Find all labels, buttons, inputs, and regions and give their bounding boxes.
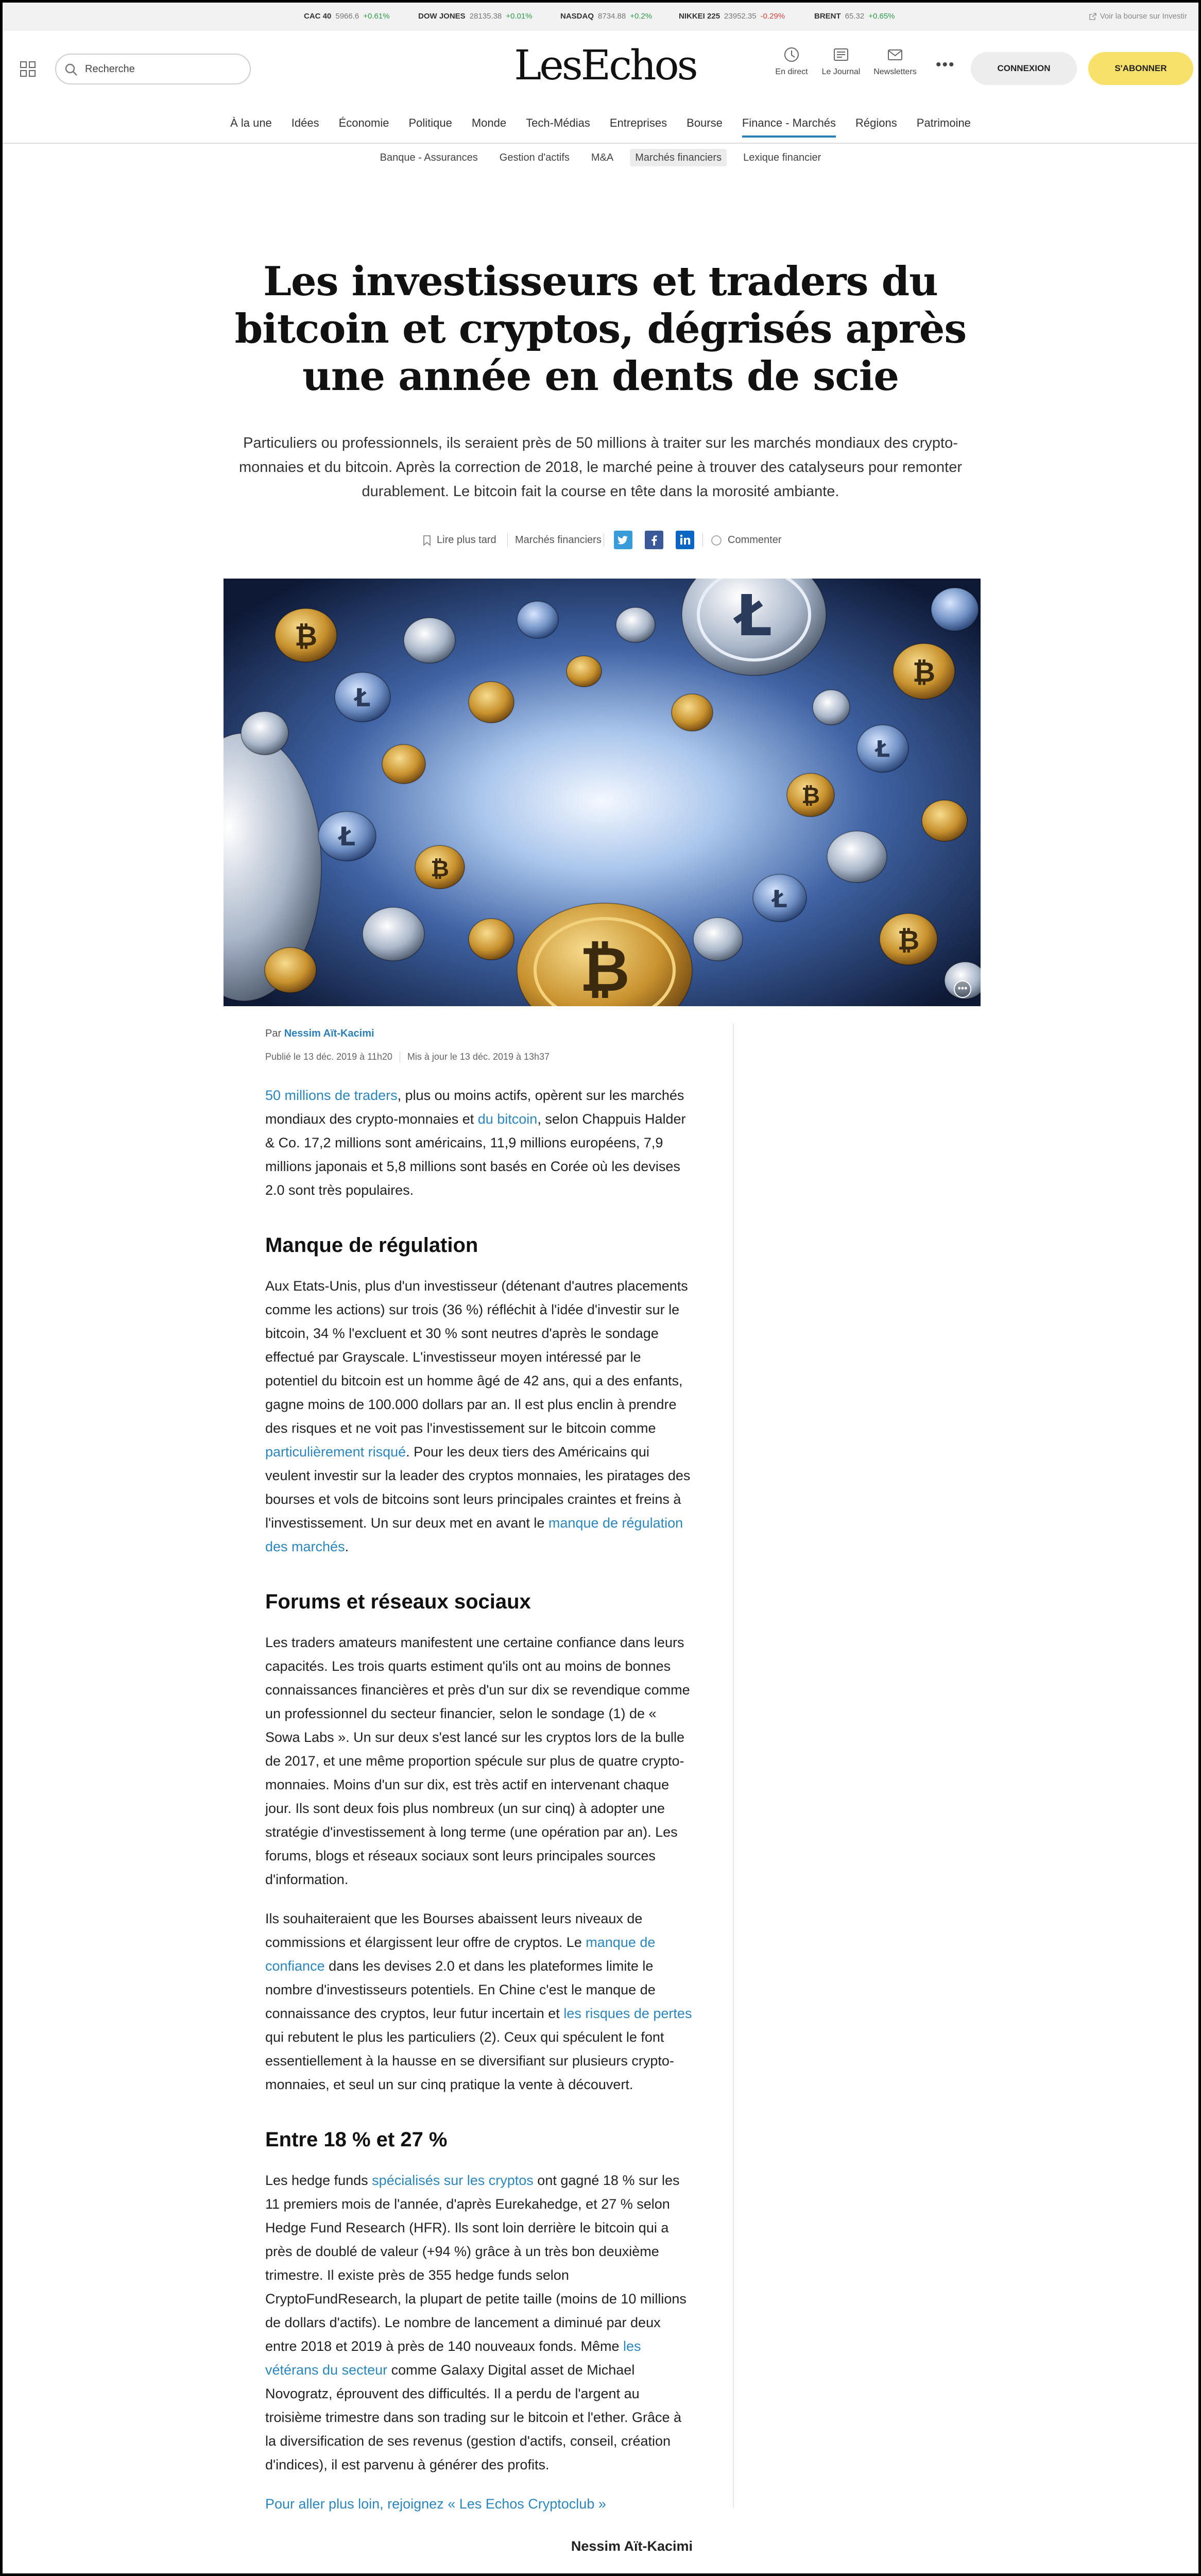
svg-text:Ł: Ł: [354, 684, 371, 713]
nav-le-journal[interactable]: Le Journal: [810, 46, 872, 77]
svg-text:₿: ₿: [431, 856, 449, 882]
linkedin-share-button[interactable]: [676, 531, 694, 549]
image-more-icon[interactable]: •••: [954, 980, 971, 998]
clock-icon: [783, 46, 800, 63]
paragraph: Les traders amateurs manifestent une certaine confiance dans leurs capacités. Les trois quarts estiment qu'ils ont au moins de bonnes connaissances financières et près d'un sur dix se revendique comme un professionnel du secteur financier, selon le sondage (1) de « Sowa Labs ». Un sur deux s'est lancé sur les cryptos lors de la bulle de 2017, et une même proportion spécule sur plus de quatre crypto-monnaies. Moins d'un sur dix, est très actif en intervenant chaque jour. Ils sont deux fois plus nombreux (un sur cinq) à adopter une stratégie d'investissement à long terme (une opération par an). Les forums, blogs et réseaux sociaux sont leurs principales sources d'information.: [265, 1635, 690, 1887]
site-logo[interactable]: LesEchos: [514, 41, 696, 89]
nav-en-direct[interactable]: En direct: [761, 46, 822, 77]
search-box[interactable]: [55, 54, 251, 84]
ticker-item[interactable]: BRENT 65.32 +0.65%: [814, 12, 895, 21]
nav-politique[interactable]: Politique: [408, 116, 452, 129]
inline-link[interactable]: manque de confiance: [265, 1935, 656, 1974]
search-icon: [64, 63, 78, 76]
site-header: [3, 30, 1198, 103]
author-signature: Nessim Aït-Kacimi: [571, 2538, 693, 2554]
twitter-icon: [614, 531, 632, 549]
inline-link[interactable]: spécialisés sur les cryptos: [372, 2173, 534, 2188]
main-navigation: [3, 103, 1198, 144]
twitter-share-button[interactable]: [614, 531, 632, 549]
login-button[interactable]: CONNEXION: [971, 52, 1077, 85]
nav-bourse[interactable]: Bourse: [687, 116, 723, 129]
svg-text:₿: ₿: [294, 620, 318, 652]
nav-regions[interactable]: Régions: [855, 116, 897, 129]
crypto-coins-illustration: [224, 579, 981, 1006]
bookmark-icon: [422, 535, 432, 546]
newspaper-icon: [832, 46, 850, 63]
paragraph: Aux Etats-Unis, plus d'un investisseur (détenant d'autres placements comme les actions) sur trois (36 %) réfléchit à l'idée d'investir sur le bitcoin, 34 % l'excluent et 30 % sont neutres d'après le sondage effectué par Grayscale. L'investisseur moyen intéressé par le potentiel du bitcoin est un homme âgé de 42 ans, qui a des enfants, gagne moins de 100.000 dollars par an. Il est plus enclin à prendre des risques et ne voit pas l'investissement sur le bitcoin comme particulièrement risqué. Pour les deux tiers des Américains qui veulent investir sur la leader des cryptos monnaies, les piratages des bourses et vols de bitcoins sont leurs principales craintes et freins à l'investissement. Un sur deux met en avant le manque de régulation des marchés.: [265, 1278, 691, 1554]
nav-finance-marches[interactable]: Finance - Marchés: [742, 103, 836, 144]
subnav-marches-financiers[interactable]: Marchés financiers: [630, 149, 727, 166]
comment-button[interactable]: Commenter: [710, 532, 781, 548]
linkedin-icon: [676, 531, 694, 549]
nav-patrimoine[interactable]: Patrimoine: [916, 116, 971, 129]
page: [3, 3, 1198, 2573]
svg-text:Ł: Ł: [875, 736, 890, 762]
cryptoclub-link[interactable]: Pour aller plus loin, rejoignez « Les Echos Cryptoclub »: [265, 2496, 606, 2512]
article-lead: Particuliers ou professionnels, ils seraient près de 50 millions à traiter sur les marchés mondiaux des crypto-monnaies et du bitcoin. Après la correction de 2018, le marché peine à trouver des catalyseurs pour remonter durablement. Le bitcoin fait la course en tête dans la morosité ambiante.: [238, 435, 963, 500]
cryptoclub-cta: [265, 2492, 693, 2516]
comment-icon: [710, 534, 723, 547]
external-link-icon: [1089, 12, 1097, 21]
section-tag[interactable]: Marchés financiers: [515, 534, 602, 546]
inline-link[interactable]: particulièrement risqué: [265, 1444, 406, 1460]
paragraph: Ils souhaiteraient que les Bourses abaissent leurs niveaux de commissions et élargissent leur offre de cryptos. Le manque de confiance dans les devises 2.0 et dans les plateformes limite le nombre d'investisseurs potentiels. En Chine c'est le manque de connaissance des cryptos, leur futur incertain et les risques de pertes qui rebutent le plus les particuliers (2). Ceux qui spéculent le font essentiellement à la hausse en se diversifiant sur plusieurs crypto-monnaies, et seul un sur cinq pratique la vente à découvert.: [265, 1911, 692, 2092]
nav-monde[interactable]: Monde: [471, 116, 507, 129]
subnav-ma[interactable]: M&A: [591, 152, 614, 163]
ticker-item[interactable]: NASDAQ 8734.88 +0.2%: [560, 12, 653, 21]
author-link[interactable]: Nessim Aït-Kacimi: [284, 1028, 374, 1039]
article-dates: Publié le 13 déc. 2019 à 11h20 Mis à jour le 13 déc. 2019 à 13h37: [265, 1052, 550, 1063]
nav-economie[interactable]: Économie: [338, 116, 389, 129]
subnav-gestion-actifs[interactable]: Gestion d'actifs: [499, 152, 570, 163]
svg-text:Ł: Ł: [772, 885, 787, 913]
subnav-banque-assurances[interactable]: Banque - Assurances: [380, 152, 478, 163]
svg-text:₿: ₿: [897, 925, 920, 956]
inline-link[interactable]: 50 millions de traders: [265, 1088, 398, 1103]
author-line: Par Nessim Aït-Kacimi: [265, 1028, 374, 1039]
article-title: Les investisseurs et traders du bitcoin et cryptos, dégrisés après une année en dents de scie: [234, 258, 967, 400]
envelope-icon: [886, 46, 904, 63]
svg-text:₿: ₿: [801, 783, 820, 809]
search-input[interactable]: [85, 62, 239, 76]
svg-text:₿: ₿: [579, 934, 630, 1006]
article-hero-image: [224, 579, 981, 1006]
more-menu-icon[interactable]: •••: [936, 56, 955, 73]
nav-newsletters[interactable]: Newsletters: [864, 46, 926, 77]
ticker-item[interactable]: CAC 40 5966.6 +0.61%: [304, 12, 390, 21]
paragraph: Les hedge funds spécialisés sur les cryptos ont gagné 18 % sur les 11 premiers mois de l'année, d'après Eurekahedge, et 27 % selon Hedge Fund Research (HFR). Ils sont loin derrière le bitcoin qui a près de doublé de valeur (+94 %) grâce à un très bon deuxième trimestre. Il existe près de 355 hedge funds selon CryptoFundResearch, la plupart de petite taille (moins de 10 millions de dollars d'actifs). Le nombre de lancement a diminué par deux entre 2018 et 2019 à près de 140 nouveaux fonds. Même les vétérans du secteur comme Galaxy Digital asset de Michael Novogratz, éprouvent des difficultés. Il a perdu de l'argent au troisième trimestre dans son trading sur le bitcoin et l'ether. Grâce à la diversification de ses revenus (gestion d'actifs, conseil, création d'indices), il est parvenu à générer des profits.: [265, 2173, 687, 2472]
inline-link[interactable]: les risques de pertes: [563, 2006, 692, 2021]
ticker-item[interactable]: DOW JONES 28135.38 +0.01%: [418, 12, 533, 21]
svg-text:Ł: Ł: [338, 822, 356, 852]
share-bar: [3, 527, 1198, 553]
market-ticker: [3, 3, 1198, 30]
svg-text:Ł: Ł: [735, 583, 773, 649]
inline-link[interactable]: du bitcoin: [477, 1111, 538, 1127]
inline-link[interactable]: les vétérans du secteur: [265, 2338, 641, 2378]
section-heading: Entre 18 % et 27 %: [265, 2128, 448, 2151]
section-heading: Manque de régulation: [265, 1234, 478, 1257]
sidebar-divider: [733, 1024, 734, 2507]
ticker-item[interactable]: NIKKEI 225 23952.35 -0.29%: [679, 12, 785, 21]
nav-entreprises[interactable]: Entreprises: [609, 116, 667, 129]
article-body: [265, 1083, 693, 2573]
nav-tech-medias[interactable]: Tech-Médias: [526, 116, 590, 129]
nav-a-la-une[interactable]: À la une: [230, 116, 272, 129]
read-later-button[interactable]: Lire plus tard: [422, 532, 496, 548]
paragraph: 50 millions de traders, plus ou moins actifs, opèrent sur les marchés mondiaux des crypto-monnaies et du bitcoin, selon Chappuis Halder & Co. 17,2 millions sont américains, 11,9 millions européens, 7,9 millions japonais et 5,8 millions sont basés en Corée où les devises 2.0 sont très populaires.: [265, 1088, 686, 1198]
investir-link[interactable]: Voir la bourse sur Investir: [1089, 3, 1187, 30]
svg-text:₿: ₿: [912, 656, 936, 688]
nav-idees[interactable]: Idées: [291, 116, 319, 129]
apps-grid-icon[interactable]: [20, 61, 36, 77]
subscribe-button[interactable]: S'ABONNER: [1088, 52, 1193, 85]
sub-navigation: [3, 145, 1198, 171]
facebook-icon: [645, 531, 663, 549]
inline-link[interactable]: manque de régulation des marchés: [265, 1515, 683, 1554]
subnav-lexique-financier[interactable]: Lexique financier: [743, 152, 821, 163]
facebook-share-button[interactable]: [645, 531, 663, 549]
section-heading: Forums et réseaux sociaux: [265, 1590, 531, 1613]
